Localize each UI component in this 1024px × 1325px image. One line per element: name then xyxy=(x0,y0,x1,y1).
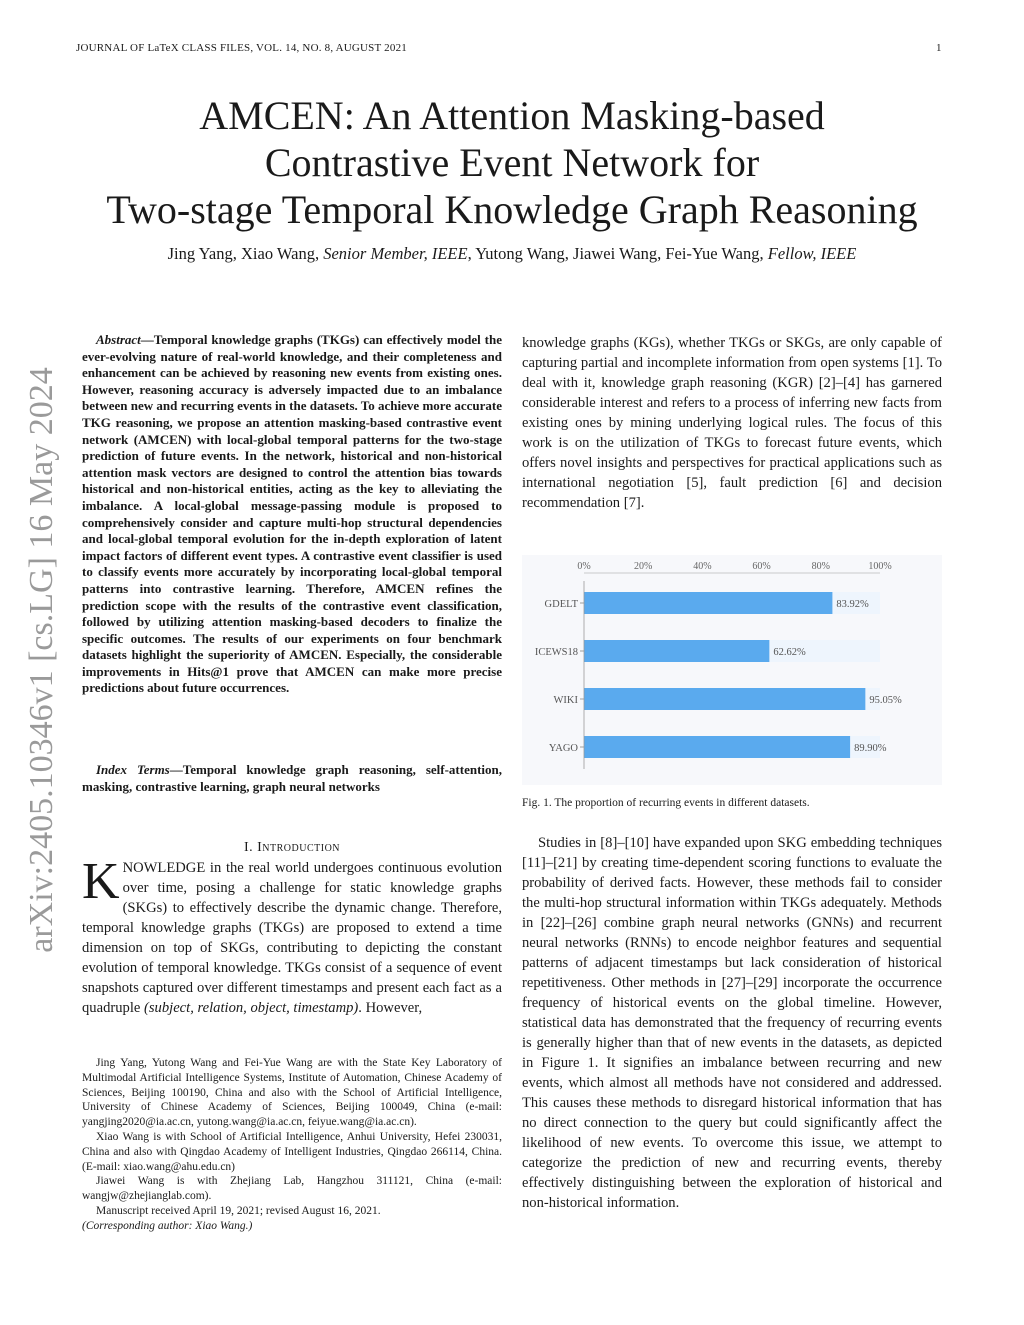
drop-cap: K xyxy=(82,853,120,910)
bar xyxy=(584,688,865,710)
footnote-3: Jiawei Wang is with Zhejiang Lab, Hangzhou 311121, China (e-mail: wangjw@zhejianglab.com). xyxy=(82,1175,502,1203)
index-terms-text: —Temporal knowledge graph reasoning, self-attention, masking, contrastive learning, graph neural networks xyxy=(82,762,503,794)
intro-text: NOWLEDGE in the real world undergoes continuous evolution over time, posing a challenge for static knowledge graphs (SKGs) to effectively describe the dynamic change. Therefore, temporal knowledge graphs (TKGs) are proposed to extend a time dimension on top of SKGs, contributing to depicting the constant evolution of temporal knowledge. TKGs consist of a sequence of event snapshots captured over different timestamps and present each fact as a quadruple xyxy=(82,860,502,1016)
abstract xyxy=(82,332,502,697)
x-tick-label: 60% xyxy=(752,561,771,572)
abstract-text: —Temporal knowledge graphs (TKGs) can effectively model the ever-evolving nature of real-world knowledge, and their completeness and enhancement can be achieved by reasoning new events from existing ones. However, reasoning accuracy is adversely impacted due to an imbalance between new and recurring events in the datasets. To achieve more accurate TKG reasoning, we propose an attention masking-based contrastive event network (AMCEN) with local-global temporal patterns for the two-stage prediction of future events. In the network, historical and non-historical attention mask vectors are designed to control the attention bias towards historical and non-historical entities, acting as the key to alleviating the imbalance. A local-global message-passing module is proposed to comprehensively consider and capture multi-hop structural dependencies and local-global temporal evolution for the in-depth exploration of latent impact factors of different event types. A contrastive event classifier is used to classify events more accurately by incorporating local-global temporal patterns into contrastive learning. Therefore, AMCEN refines the prediction scope with the results of the contrastive event classification, followed by utilizing attention masking-based decoders to finalize the specific outcomes. The results of our experiments on four benchmark datasets highlight the superiority of AMCEN. Especially, the considerable improvements in Hits@1 prove that AMCEN can make more precise predictions about future occurrences. xyxy=(82,332,502,696)
footnotes xyxy=(82,1056,502,1234)
title-line-1: AMCEN: An Attention Masking-based xyxy=(199,93,825,138)
bar xyxy=(584,592,832,614)
title-line-3: Two-stage Temporal Knowledge Graph Reasoning xyxy=(106,187,918,232)
page-number: 1 xyxy=(936,42,942,54)
x-tick-label: 80% xyxy=(811,561,830,572)
authors-part-1: Jing Yang, Xiao Wang, xyxy=(167,244,324,263)
section-title: Introduction xyxy=(257,840,341,855)
arxiv-watermark: arXiv:2405.10346v1 [cs.LG] 16 May 2024 xyxy=(23,367,60,953)
authors-part-2: , Yutong Wang, Jiawei Wang, Fei-Yue Wang, xyxy=(467,244,768,263)
quadruple-term: (subject, relation, object, timestamp) xyxy=(144,1000,359,1016)
x-tick-label: 100% xyxy=(868,561,892,572)
category-label: WIKI xyxy=(553,695,578,706)
corresponding-author-text: (Corresponding author: Xiao Wang.) xyxy=(82,1219,253,1232)
author-role-2: Fellow, IEEE xyxy=(767,244,857,263)
bar xyxy=(584,640,769,662)
category-label: YAGO xyxy=(548,743,578,754)
bar xyxy=(584,736,850,758)
section-number: I. xyxy=(243,840,254,855)
footnote-1: Jing Yang, Yutong Wang and Fei-Yue Wang are with the State Key Laboratory of Multimodal Artificial Intelligence Systems, Institute of Automation, Chinese Academy of Sciences, Beijing 100190, China and also with the School of Artificial Intelligence, University of Chinese Academy of Sciences, Beijing 100049, China (e-mail: yangjing2020@ia.ac.cn, yutong.wang@ia.ac.cn, feiyue.wang@ia.ac.cn). xyxy=(82,1057,502,1129)
studies-paragraph: Studies in [8]–[10] have expanded upon SKG embedding techniques [11]–[21] by creating time-dependent scoring functions to evaluate the probability of derived facts. However, these methods fail to consider the multi-hop structural information within TKGs adequately. Methods in [22]–[26] combine graph neural networks (GNNs) and recurrent neural networks (RNNs) to encode neighbor features and sequential patterns of adjacent timestamps but lack consideration of historical repetitiveness. Other methods in [27]–[29] incorporate the occurrence frequency of historical events on the global timeline. However, statistical data has demonstrated that the frequency of recurring events is generally higher than that of new events in the datasets, as depicted in Figure 1. It signifies an imbalance between recurring and new events, which almost all methods have not considered and addressed. This causes these methods to disregard historical information that has no direct connection to the query but could significantly affect the likelihood of new events. To overcome this issue, we attempt to categorize the prediction of new and recurring events, thereby effectively distinguishing between the exploration of historical and non-historical information. xyxy=(522,835,942,1211)
data-label: 95.05% xyxy=(869,695,902,706)
footnote-2: Xiao Wang is with School of Artificial Intelligence, Anhui University, Hefei 230031, China and also with Qingdao Academy of Intelligent Industries, Qingdao 266114, China. (E-mail: xiao.wang@ahu.edu.cn) xyxy=(82,1130,502,1173)
running-header: JOURNAL OF LaTeX CLASS FILES, VOL. 14, NO. 8, AUGUST 2021 xyxy=(76,42,407,54)
figure-1-chart xyxy=(522,555,942,785)
x-tick-label: 40% xyxy=(693,561,712,572)
figure-1-caption: Fig. 1. The proportion of recurring events in different datasets. xyxy=(522,797,810,809)
data-label: 83.92% xyxy=(836,599,869,610)
right-column-top-paragraph: knowledge graphs (KGs), whether TKGs or SKGs, are only capable of capturing partial and incomplete information from open systems [1]. To deal with it, knowledge graph reasoning (KGR) [2]–[4] has garnered considerable interest and refers to a process of inferring new facts from existing ones by mining underlying logical rules. The focus of this work is on the utilization of TKGs to forecast future events, which offers novel insights and perspectives for practical applications such as international negotiation [5], fault prediction [6] and decision recommendation [7]. xyxy=(522,335,942,511)
data-label: 62.62% xyxy=(773,647,806,658)
section-heading-introduction xyxy=(82,840,502,856)
paper-title xyxy=(0,92,1024,233)
intro-text-end: . However, xyxy=(358,1000,423,1016)
footnote-4: Manuscript received April 19, 2021; revised August 16, 2021. xyxy=(96,1204,381,1217)
x-tick-label: 20% xyxy=(634,561,653,572)
data-label: 89.90% xyxy=(854,743,887,754)
index-terms xyxy=(82,762,502,795)
corresponding-author xyxy=(82,1219,502,1234)
author-list xyxy=(0,244,1024,264)
abstract-label: Abstract xyxy=(96,332,141,347)
index-terms-label: Index Terms xyxy=(96,762,170,777)
bar-chart xyxy=(522,555,942,785)
right-column-bottom-paragraph xyxy=(522,833,942,1213)
title-line-2: Contrastive Event Network for xyxy=(264,140,760,185)
category-label: ICEWS18 xyxy=(534,647,578,658)
category-label: GDELT xyxy=(544,599,578,610)
introduction-paragraph xyxy=(82,853,502,1018)
x-tick-label: 0% xyxy=(577,561,591,572)
author-role-1: Senior Member, IEEE xyxy=(323,244,468,263)
